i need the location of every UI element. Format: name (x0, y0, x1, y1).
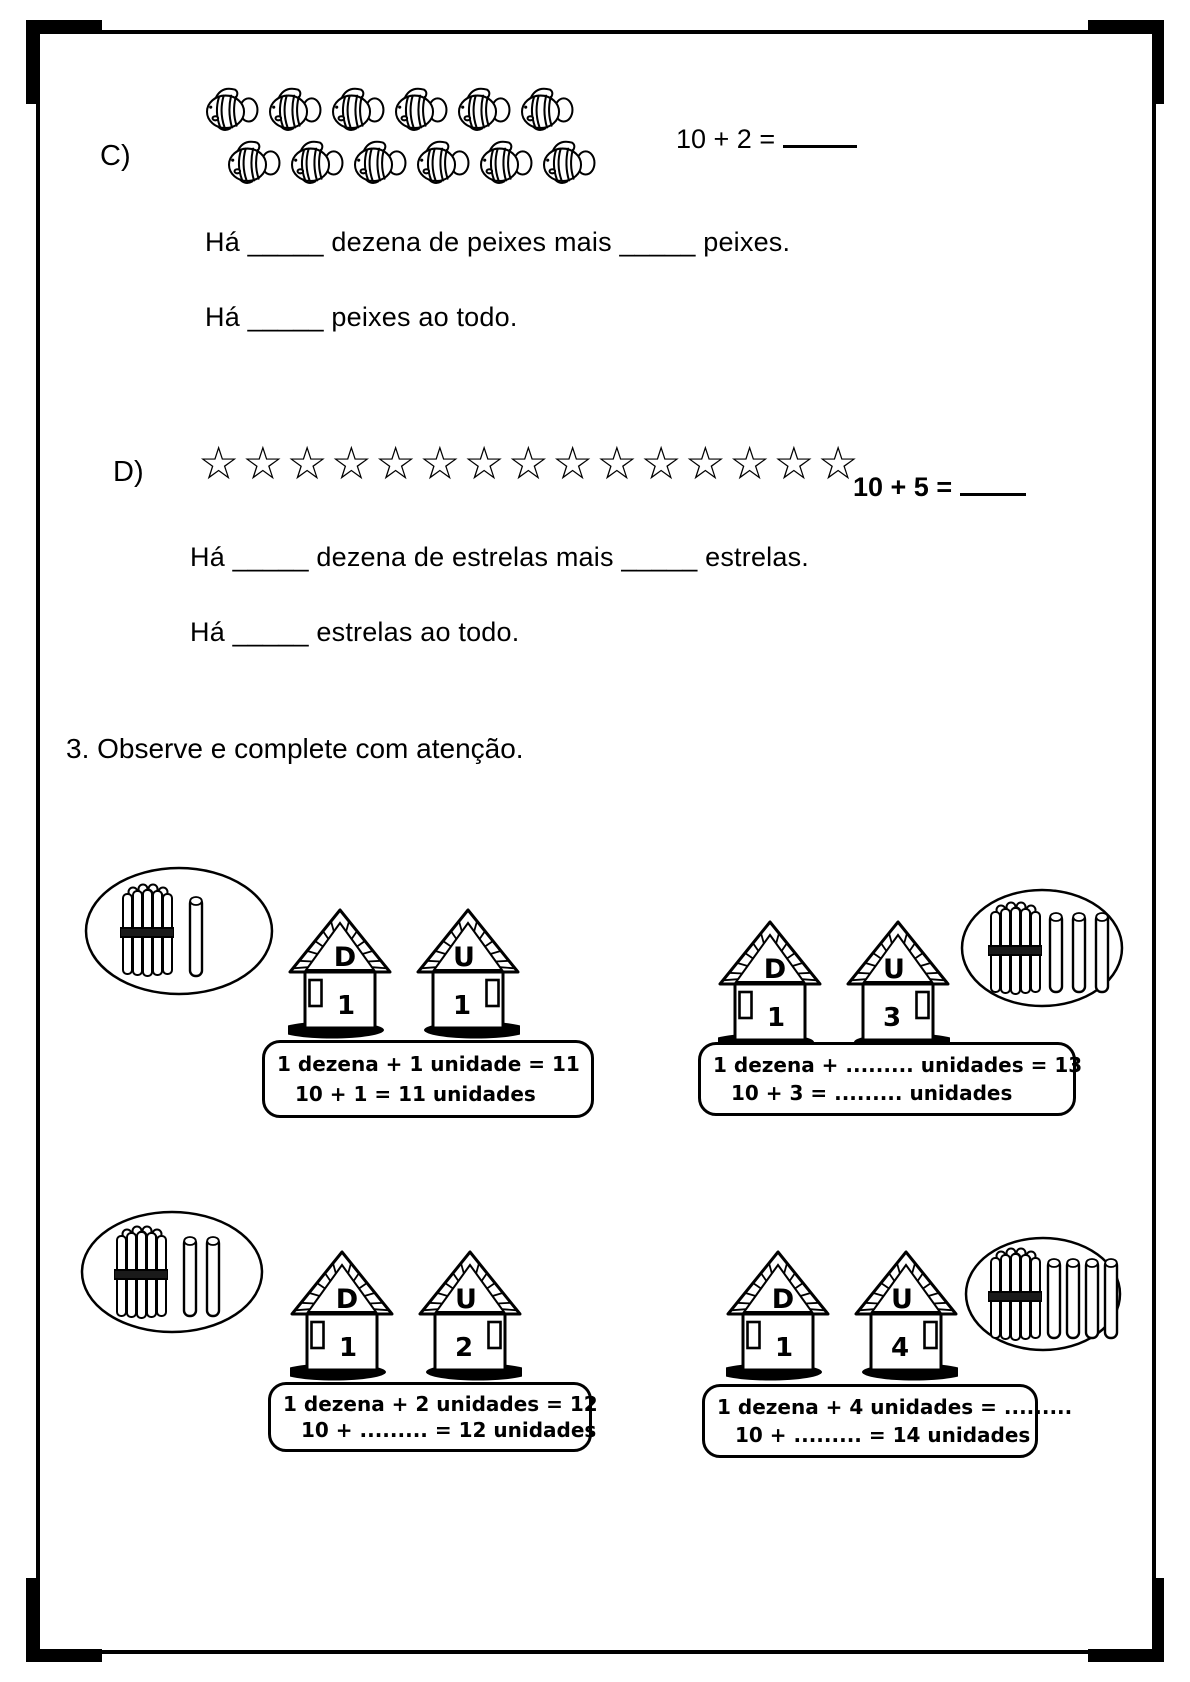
star-icon: ☆ (773, 436, 818, 490)
box-line2: 10 + ......... = 14 unidades (735, 1423, 1031, 1447)
du-houses-group4 (726, 1248, 958, 1388)
frame-corner-bottom-right (1088, 1649, 1164, 1662)
box-line1: 1 dezena + 2 unidades = 12 (283, 1391, 598, 1416)
star-icon: ☆ (552, 436, 597, 490)
stick-icon (1048, 1259, 1060, 1338)
tens-letter: D (771, 1284, 795, 1315)
fish-illustration (203, 84, 603, 192)
units-letter: U (453, 942, 475, 973)
sticks-oval-group1 (84, 866, 274, 996)
fish-icon (329, 84, 387, 134)
star-icon: ☆ (463, 436, 508, 490)
equation-box-group3 (268, 1382, 598, 1452)
stick-icon (1105, 1259, 1117, 1338)
fish-icon (518, 84, 576, 134)
sentence-d2: Há _____ estrelas ao todo. (190, 617, 520, 647)
box-line1: 1 dezena + ......... unidades = 13 (713, 1053, 1083, 1077)
du-houses-group3 (290, 1248, 522, 1388)
du-houses-group1 (288, 906, 520, 1046)
fish-icon (414, 137, 472, 187)
equation-box-group4 (702, 1384, 1073, 1458)
star-icon: ☆ (684, 436, 729, 490)
tens-letter: D (335, 1284, 359, 1315)
sticks-oval-group2 (960, 888, 1124, 1008)
du-houses-group2 (718, 918, 950, 1058)
item-c-label: C) (100, 140, 131, 172)
fish-icon (351, 137, 409, 187)
fish-icon (392, 84, 450, 134)
stick-icon (184, 1237, 196, 1316)
star-icon: ☆ (817, 436, 862, 490)
star-icon: ☆ (242, 436, 287, 490)
stick-bundle (988, 903, 1042, 995)
box-line1: 1 dezena + 1 unidade = 11 (277, 1052, 580, 1077)
sticks-oval-group3 (80, 1210, 264, 1334)
question3-heading: 3. Observe e complete com atenção. (66, 733, 524, 764)
units-value: 3 (882, 1003, 902, 1033)
item-d-label: D) (113, 456, 144, 488)
stars-illustration (198, 436, 862, 490)
equation-c-text: 10 + 2 = (676, 124, 776, 154)
loose-sticks (190, 897, 202, 976)
fish-icon (203, 84, 261, 134)
sticks-oval-group4 (964, 1236, 1122, 1352)
fish-row-bottom (225, 137, 603, 192)
box-line2: 10 + 3 = ......... unidades (731, 1081, 1013, 1105)
fish-icon (477, 137, 535, 187)
box-line1: 1 dezena + 4 unidades = ......... (717, 1395, 1073, 1419)
fish-icon (225, 137, 283, 187)
stick-icon (1096, 913, 1108, 992)
answer-blank (783, 118, 857, 148)
tens-value: 1 (336, 991, 356, 1021)
units-value: 2 (454, 1333, 474, 1363)
star-icon: ☆ (729, 436, 774, 490)
tens-value: 1 (766, 1003, 786, 1033)
stick-bundle (114, 1227, 168, 1319)
stick-icon (190, 897, 202, 976)
equation-box-group1 (262, 1040, 594, 1118)
frame-corner-top-left (26, 20, 38, 104)
box-line2: 10 + 1 = 11 unidades (295, 1081, 536, 1106)
fish-icon (266, 84, 324, 134)
equation-d-text: 10 + 5 = (853, 472, 953, 502)
tens-letter: D (333, 942, 357, 973)
sentence-c1: Há _____ dezena de peixes mais _____ peixes. (205, 227, 791, 257)
stick-icon (1050, 913, 1062, 992)
loose-sticks (1050, 913, 1108, 992)
equation-box-group2 (698, 1042, 1083, 1116)
sentence-d1: Há _____ dezena de estrelas mais _____ estrelas. (190, 542, 809, 572)
sentence-c2: Há _____ peixes ao todo. (205, 302, 518, 332)
stick-bundle (988, 1249, 1042, 1341)
tens-value: 1 (774, 1333, 794, 1363)
units-letter: U (455, 1284, 477, 1315)
fish-row-top (203, 84, 603, 139)
stick-icon (1067, 1259, 1079, 1338)
equation-c (676, 118, 857, 155)
units-value: 1 (452, 991, 472, 1021)
answer-blank (960, 466, 1026, 496)
stick-icon (1073, 913, 1085, 992)
stick-icon (1086, 1259, 1098, 1338)
star-icon: ☆ (507, 436, 552, 490)
star-icon: ☆ (375, 436, 420, 490)
stick-bundle (120, 885, 174, 977)
units-value: 4 (890, 1333, 910, 1363)
star-icon: ☆ (198, 436, 243, 490)
fish-icon (288, 137, 346, 187)
fish-icon (455, 84, 513, 134)
frame-corner-top-right (1152, 20, 1164, 104)
stick-icon (207, 1237, 219, 1316)
star-icon: ☆ (596, 436, 641, 490)
box-line2: 10 + ......... = 12 unidades (301, 1418, 597, 1443)
star-icon: ☆ (419, 436, 464, 490)
fish-icon (540, 137, 598, 187)
frame-corner-bottom-left (26, 1649, 102, 1662)
units-letter: U (891, 1284, 913, 1315)
tens-value: 1 (338, 1333, 358, 1363)
units-letter: U (883, 954, 905, 985)
star-icon: ☆ (286, 436, 331, 490)
tens-letter: D (763, 954, 787, 985)
equation-d (853, 466, 1026, 503)
star-icon: ☆ (640, 436, 685, 490)
star-icon: ☆ (330, 436, 375, 490)
